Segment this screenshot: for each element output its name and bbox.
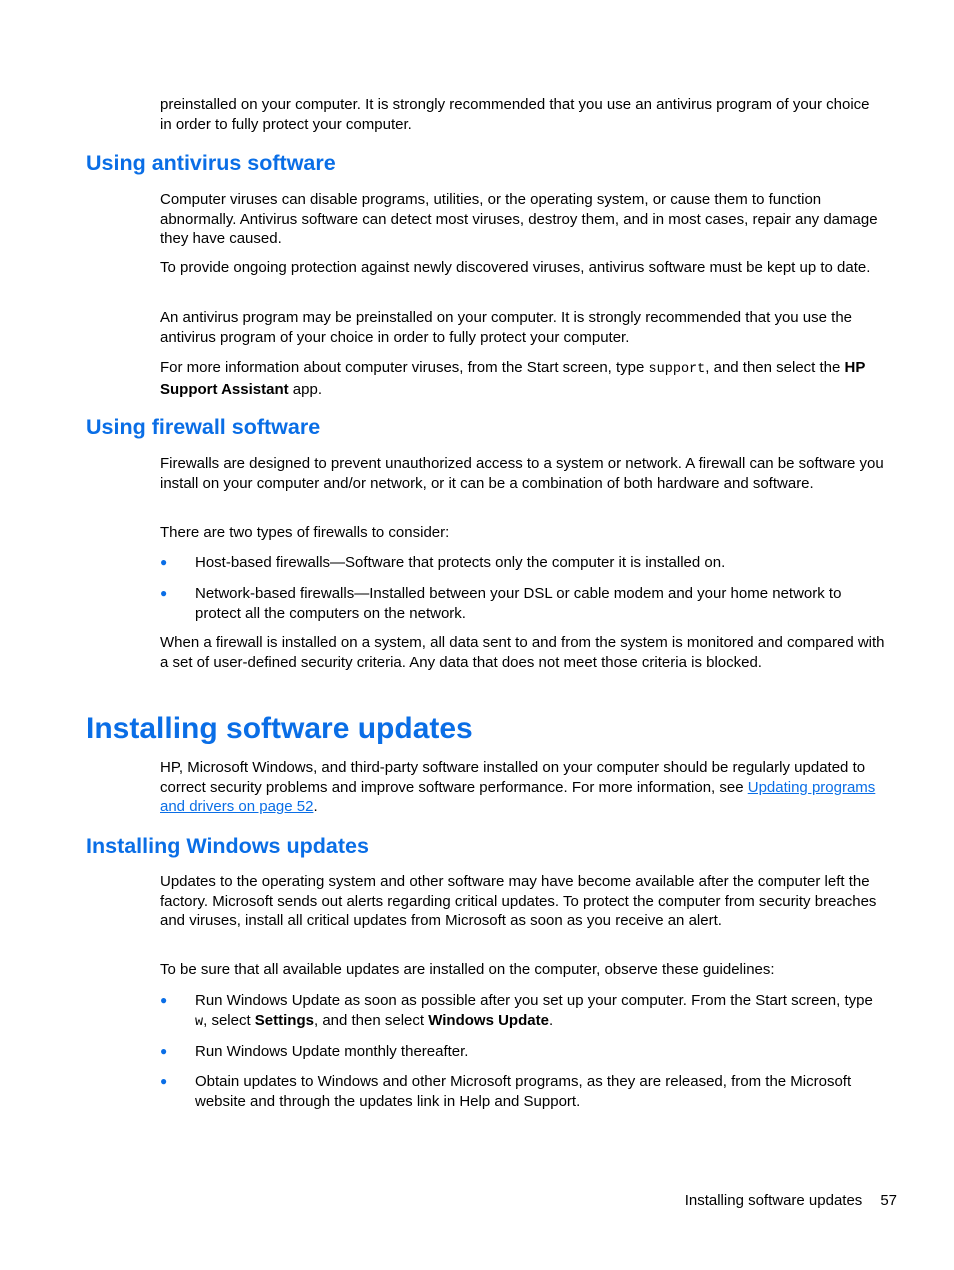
page-footer	[600, 1191, 897, 1211]
text-run: Run Windows Update as soon as possible after you set up your computer. From the Start screen, type	[195, 992, 873, 1009]
text-run: , and then select	[313, 1011, 429, 1029]
text-run: , and then select the	[705, 359, 845, 376]
section-heading-windows-updates: Installing Windows updates	[86, 834, 369, 858]
windows-updates-bullet-1	[195, 991, 885, 1032]
code-support: support	[648, 362, 706, 377]
firewall-bullet-1: Host-based firewalls—Software that protects only the computer it is installed on.	[195, 554, 726, 571]
text-run: .	[548, 1011, 554, 1029]
bold-settings: Settings	[254, 1011, 314, 1029]
chapter-heading-updates: Installing software updates	[86, 712, 473, 745]
bold-windows-update: Windows Update	[428, 1011, 549, 1029]
link-updating-programs[interactable]: Updating programs and drivers on page 52	[160, 778, 876, 815]
bullet-icon: ●	[160, 1074, 168, 1088]
bold-hp-support-assistant: HP Support Assistant	[160, 359, 866, 398]
page-number: 57	[880, 1192, 897, 1209]
updates-paragraph-1	[160, 758, 885, 817]
bullet-icon: ●	[160, 555, 168, 569]
bullet-icon: ●	[160, 586, 168, 600]
firewall-paragraph-1: Firewalls are designed to prevent unauthorized access to a system or network. A firewall can be software you install on your computer and/or network, or it can be a combination of both hardware and software.	[160, 455, 884, 492]
text-run: HP, Microsoft Windows, and third-party software installed on your computer should be regularly updated to correct security problems and improve software performance. For more information, see	[160, 759, 866, 796]
antivirus-paragraph-3: An antivirus program may be preinstalled on your computer. It is strongly recommended that you use the antivirus program of your choice in order to fully protect your computer.	[160, 309, 853, 346]
section-heading-firewall: Using firewall software	[86, 415, 321, 439]
antivirus-paragraph-2: To provide ongoing protection against newly discovered viruses, antivirus software must be kept up to date.	[160, 259, 871, 276]
firewall-paragraph-3: When a firewall is installed on a system, all data sent to and from the system is monitored and compared with a set of user-defined security criteria. Any data that does not meet those criteria is blocked.	[160, 634, 885, 671]
antivirus-paragraph-4	[160, 358, 885, 399]
code-w: w	[195, 1014, 204, 1030]
bullet-icon: ●	[160, 1044, 168, 1058]
bullet-icon: ●	[160, 993, 168, 1007]
text-run: For more information about computer viruses, from the Start screen, type	[160, 359, 649, 376]
text-run: , select	[203, 1011, 255, 1029]
firewall-bullet-2: Network-based firewalls—Installed between your DSL or cable modem and your home network to protect all the computers on the network.	[195, 585, 842, 622]
firewall-paragraph-2: There are two types of firewalls to consider:	[160, 524, 450, 541]
text-run: app.	[288, 380, 322, 398]
text-run: .	[313, 798, 318, 815]
windows-updates-paragraph-2: To be sure that all available updates are installed on the computer, observe these guidelines:	[160, 961, 775, 978]
footer-section-title: Installing software updates	[684, 1192, 863, 1209]
antivirus-paragraph-1: Computer viruses can disable programs, utilities, or the operating system, or cause them to function abnormally. Antivirus software can detect most viruses, destroy them, and in most cases, repair any damage they have caused.	[160, 191, 878, 247]
section-heading-antivirus: Using antivirus software	[86, 151, 336, 175]
windows-updates-bullet-3: Obtain updates to Windows and other Microsoft programs, as they are released, from the Microsoft website and through the updates link in Help and Support.	[195, 1073, 852, 1110]
intro-paragraph: preinstalled on your computer. It is strongly recommended that you use an antivirus program of your choice in order to fully protect your computer.	[160, 96, 870, 133]
windows-updates-bullet-2: Run Windows Update monthly thereafter.	[195, 1043, 469, 1060]
windows-updates-paragraph-1: Updates to the operating system and other software may have become available after the computer left the factory. Microsoft sends out alerts regarding critical updates. To protect the computer from security breaches and viruses, install all critical updates from Microsoft as soon as you receive an alert.	[160, 873, 877, 929]
